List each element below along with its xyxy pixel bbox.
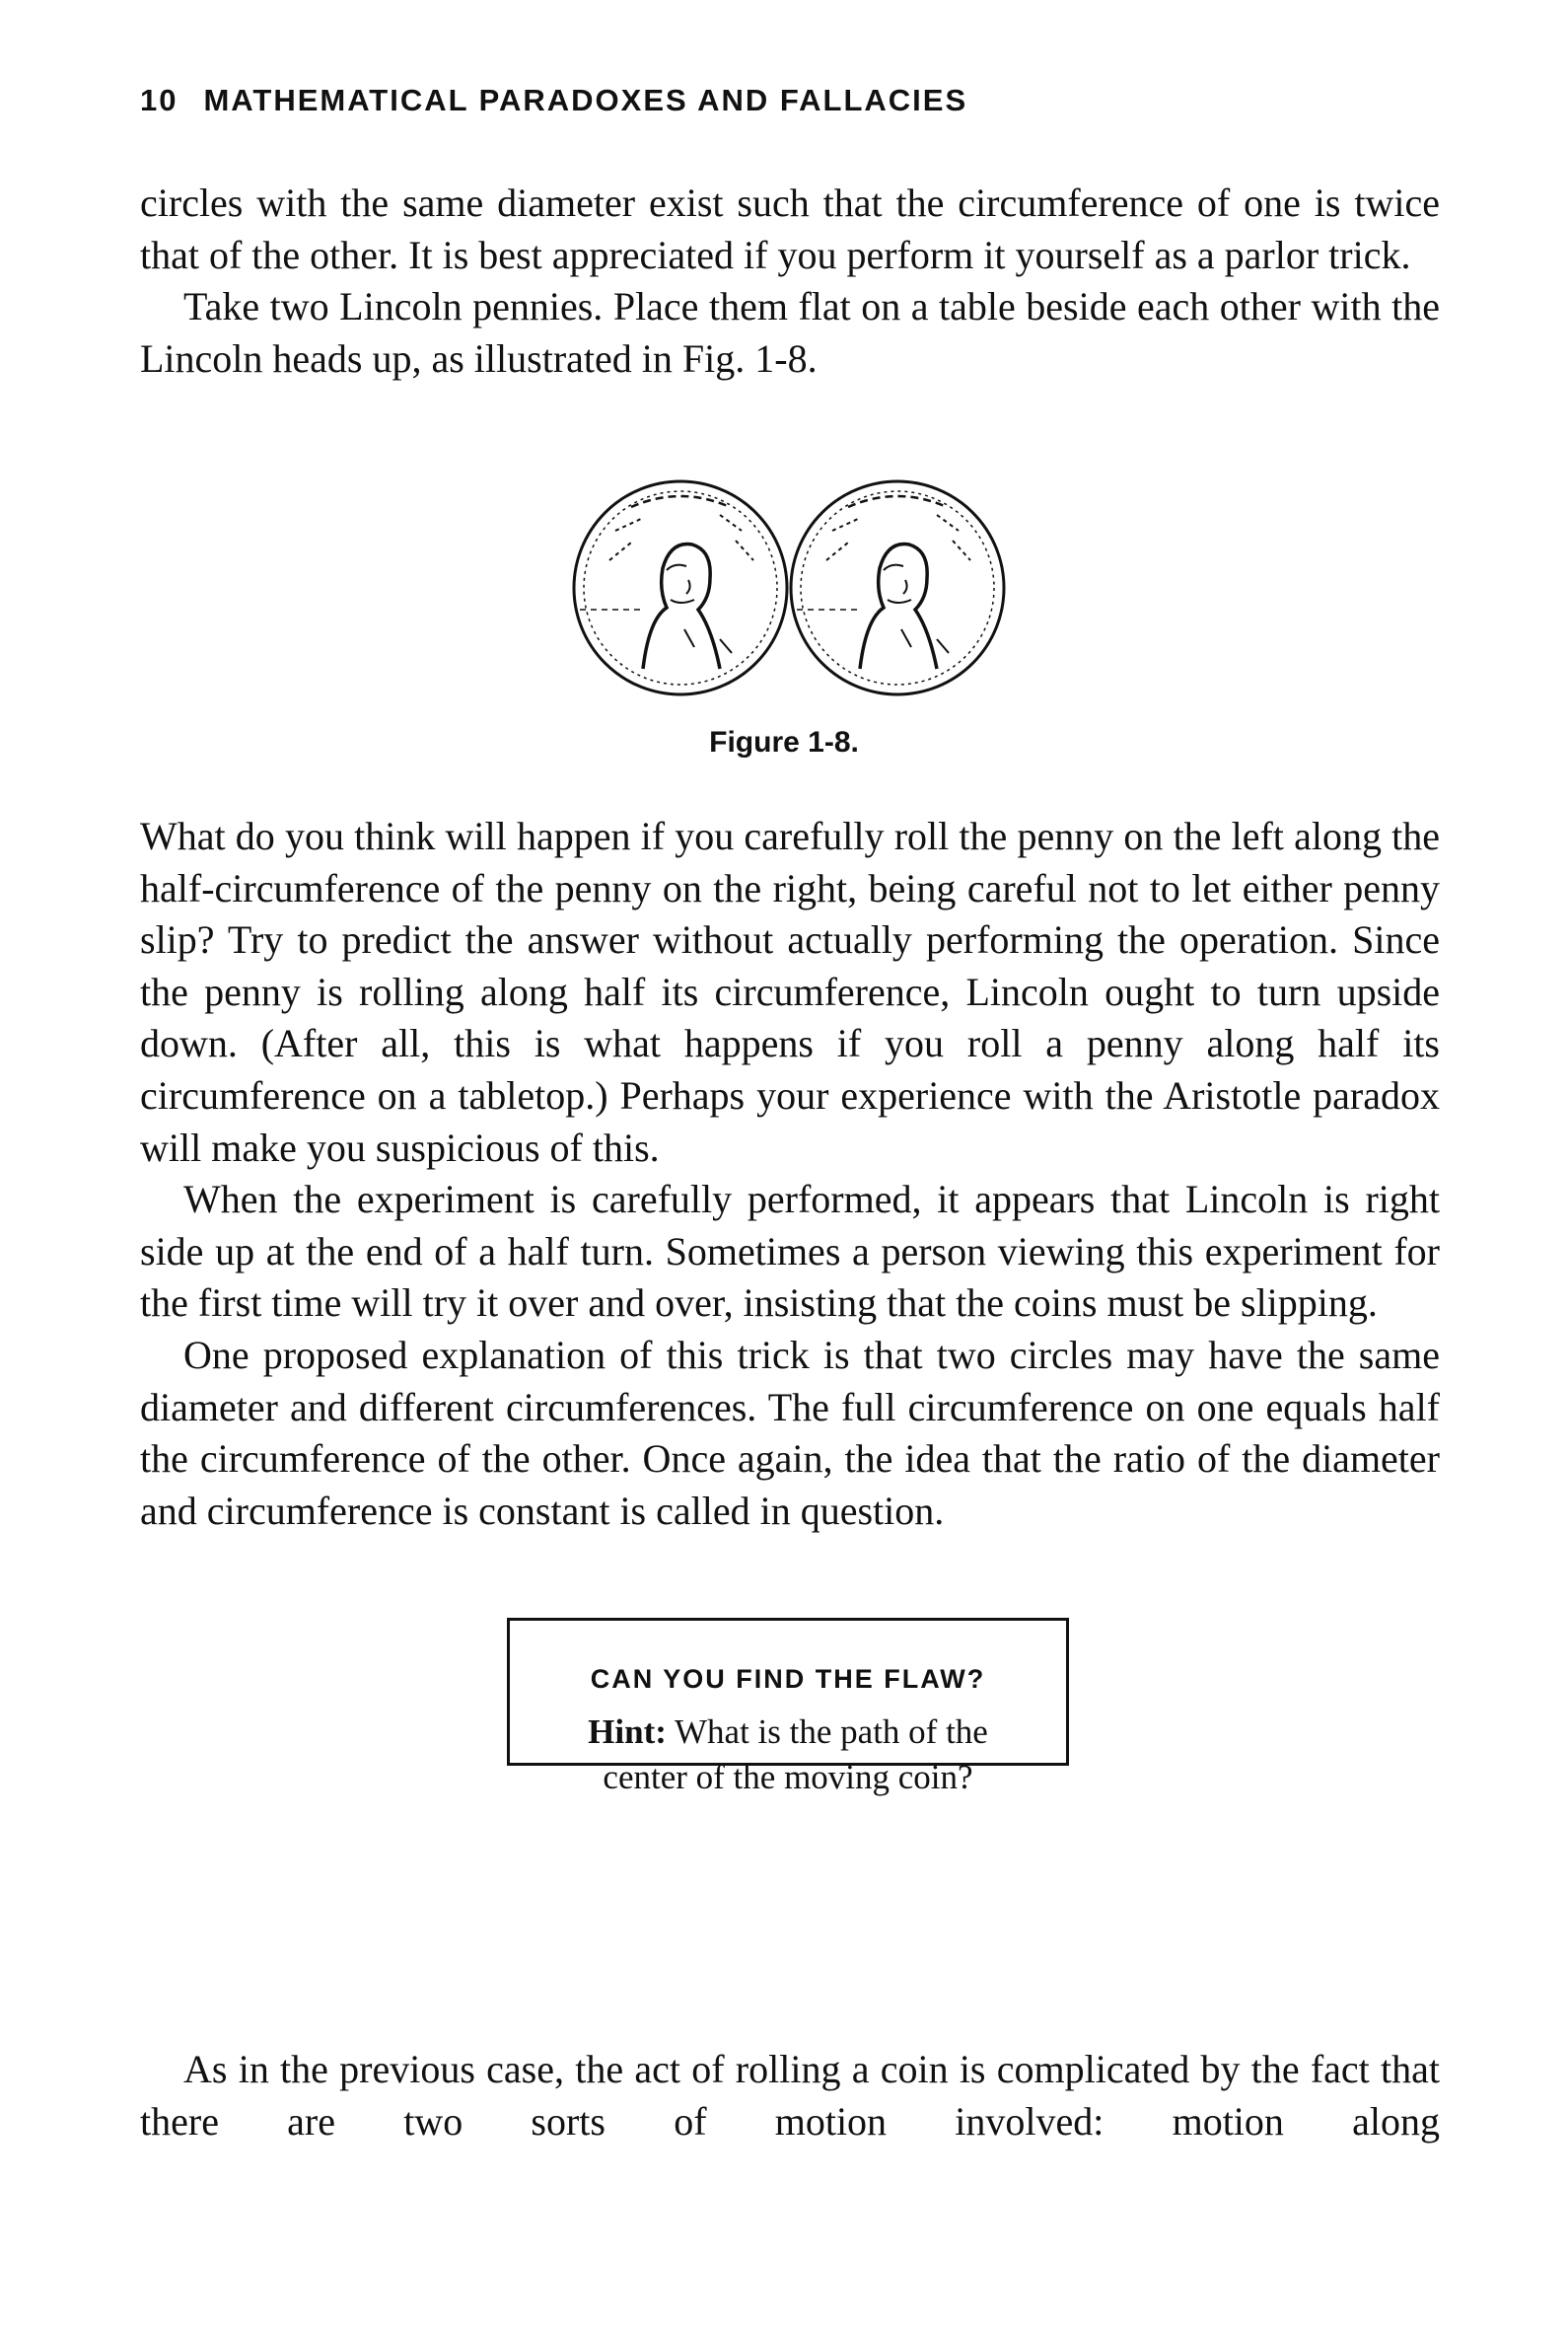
flaw-box-hint — [510, 1710, 1066, 1800]
closing-paragraph: As in the previous case, the act of rolling a coin is complicated by the fact that there are two sorts of motion involved: motion along — [140, 2047, 1440, 2144]
running-head — [140, 83, 967, 118]
figure-caption: Figure 1-8. — [709, 726, 859, 759]
running-title: MATHEMATICAL PARADOXES AND FALLACIES — [203, 83, 968, 117]
body-paragraph-3: One proposed explanation of this trick is that two circles may have the same diameter and different circumferences. The full circumference on one equals half the circumference of the other. Once again, the idea that the ratio of the diameter and circumference is constant is called in question. — [140, 1332, 1440, 1533]
find-the-flaw-box — [507, 1618, 1069, 1796]
right-penny — [791, 481, 1004, 694]
closing-text — [140, 2044, 1440, 2147]
hint-label: Hint: — [588, 1712, 667, 1751]
intro-text — [140, 178, 1440, 385]
intro-paragraph-1: circles with the same diameter exist such that the circumference of one is twice that of the other. It is best appreciated if you perform it yourself as a parlor trick. — [140, 181, 1440, 277]
intro-paragraph-2: Take two Lincoln pennies. Place them flat on a table beside each other with the Lincoln heads up, as illustrated in Fig. 1-8. — [140, 284, 1440, 381]
hint-line-1: What is the path of the — [675, 1712, 988, 1751]
two-pennies-figure — [572, 472, 1006, 704]
page-number: 10 — [140, 83, 178, 117]
hint-line-2: center of the moving coin? — [603, 1758, 973, 1796]
left-penny — [574, 481, 787, 694]
flaw-box-title: CAN YOU FIND THE FLAW? — [590, 1664, 986, 1694]
body-paragraph-1: What do you think will happen if you carefully roll the penny on the left along the half-circumference of the penny on the right, being careful not to let either penny slip? Try to predict the answer without actually performing the operation. Since the penny is rolling along half its circumference, Lincoln ought to turn upside down. (After all, this is what happens if you roll a penny along half its circumference on a tabletop.) Perhaps your experience with the Aristotle paradox will make you suspicious of this. — [140, 814, 1440, 1170]
body-text — [140, 811, 1440, 1537]
body-paragraph-2: When the experiment is carefully performed, it appears that Lincoln is right side up at the end of a half turn. Sometimes a person viewing this experiment for the first time will try it over and over, insisting that the coins must be slipping. — [140, 1177, 1440, 1326]
